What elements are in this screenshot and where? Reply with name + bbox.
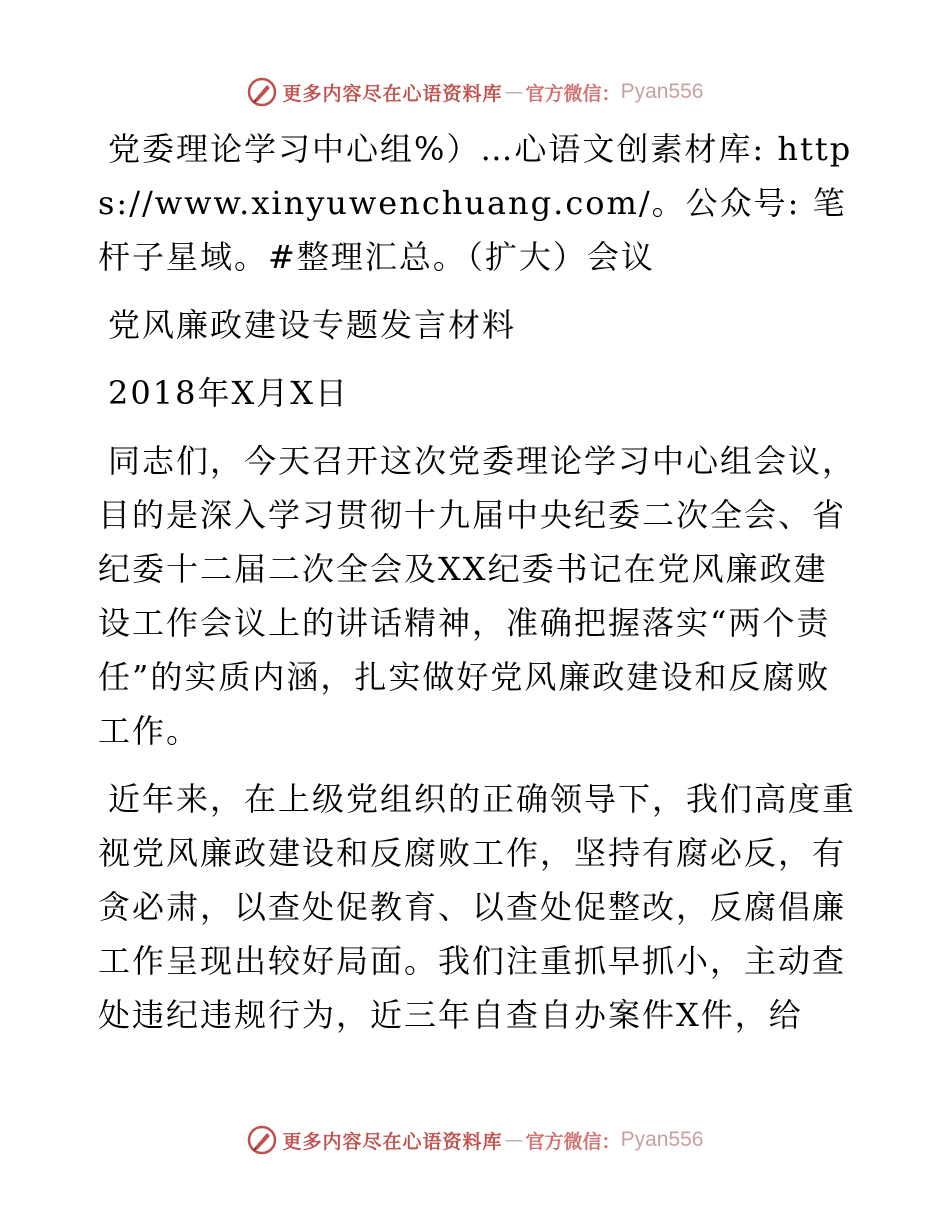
header-watermark-banner	[0, 72, 950, 112]
banner-wechat-label: 官方微信：	[525, 82, 621, 105]
document-title: 党风廉政建设专题发言材料	[108, 306, 517, 344]
banner-wechat-label: 官方微信：	[525, 1130, 621, 1153]
document-body	[98, 122, 858, 1056]
banner-separator: —	[504, 1129, 524, 1151]
banner-account: Pyan556	[620, 80, 704, 103]
banner-account: Pyan556	[620, 1128, 704, 1151]
paragraph-1: 同志们，今天召开这次党委理论学习中心组会议，目的是深入学习贯彻十九届中央纪委二次全会、省纪委十二届二次全会及XX纪委书记在党风廉政建设工作会议上的讲话精神，准确把握落实“两个责任”的实质内涵，扎实做好党风廉政建设和反腐败工作。	[98, 442, 857, 750]
heading-line: 党委理论学习中心组%）…心语文创素材库: https://www.xinyuwenchuang.com/。公众号: 笔杆子星域。#整理汇总。（扩大）会议	[98, 130, 853, 276]
pen-logo-icon	[247, 77, 277, 107]
pen-logo-icon	[247, 1125, 277, 1155]
paragraph-2: 近年来，在上级党组织的正确领导下，我们高度重视党风廉政建设和反腐败工作，坚持有腐必反，有贪必肃，以查处促教育、以查处促整改，反腐倡廉工作呈现出较好局面。我们注重抓早抓小，主动查处违纪违规行为，近三年自查自办案件X件，给	[98, 780, 857, 1034]
banner-text: 更多内容尽在心语资料库	[282, 82, 503, 105]
footer-watermark-banner	[0, 1120, 950, 1160]
banner-separator: —	[504, 81, 524, 103]
banner-text: 更多内容尽在心语资料库	[282, 1130, 503, 1153]
document-date: 2018年X月X日	[108, 374, 350, 412]
